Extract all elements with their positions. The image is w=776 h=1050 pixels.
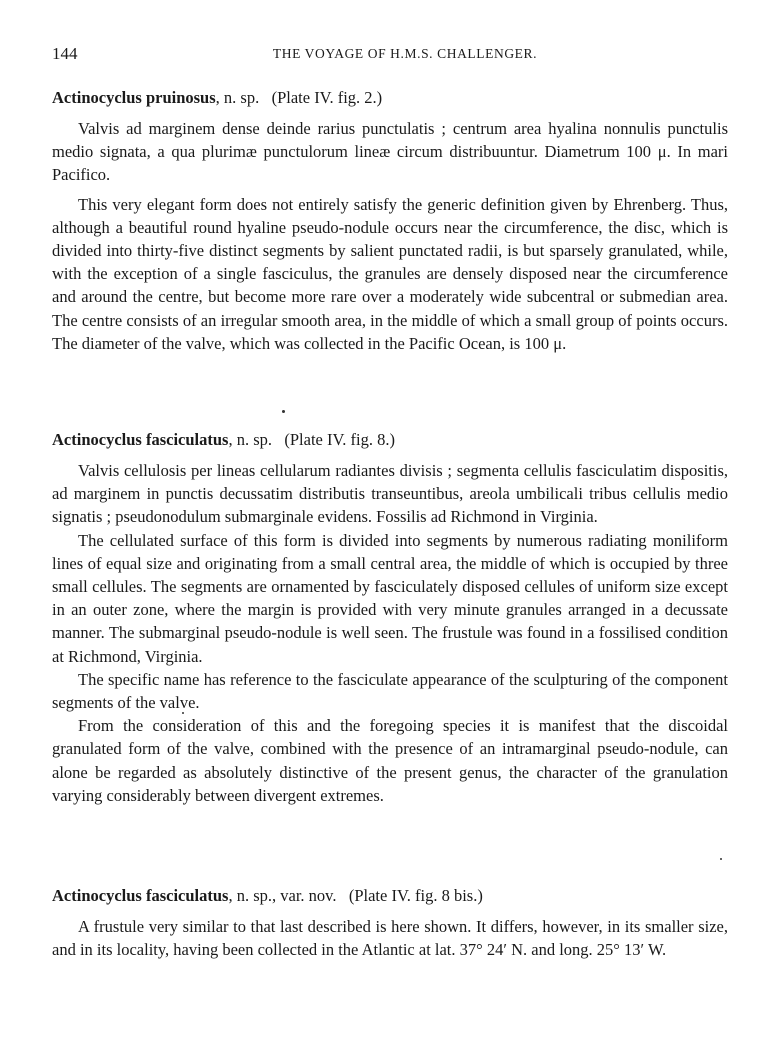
species-status: , n. sp.	[228, 430, 272, 449]
species-name: Actinocyclus fasciculatus	[52, 430, 229, 449]
species-name: Actinocyclus fasciculatus	[52, 886, 229, 905]
species-heading	[52, 884, 728, 907]
english-description: This very elegant form does not entirely satisfy the generic definition given by Ehrenberg. Thus, although a beautiful round hyaline pseudo-nodule occurs near the circumference, the disc, which is divided into thirty-five distinct segments by salient punctated radii, is but sparsely granulated, while, with the exception of a single fasciculus, the granules are densely disposed near the circumference and around the centre, but become more rare over a moderately wide subcentral or submedian area. The centre consists of an irregular smooth area, in the middle of which a small group of points occurs. The diameter of the valve, which was collected in the Pacific Ocean, is 100 μ.	[52, 194, 728, 353]
species-section-pruinosus	[52, 86, 728, 355]
variety-description: A frustule very similar to that last described is here shown. It differs, however, in its smaller size, and in its locality, having been collected in the Atlantic at lat. 37° 24′ N. and long. 25° 13′ W.	[52, 917, 728, 960]
plate-reference: (Plate IV. fig. 8 bis.)	[348, 886, 483, 905]
genus-remark: From the consideration of this and the foregoing species it is manifest that the discoidal granulated form of the valve, combined with the presence of an intramarginal pseudo-nodule, can alone be regarded as absolutely distinctive of the present genus, the character of the granulation varying considerably between divergent extremes.	[52, 716, 728, 805]
species-name: Actinocyclus pruinosus	[52, 88, 216, 107]
print-speck	[720, 858, 722, 860]
species-heading	[52, 428, 728, 451]
species-status: , n. sp.	[215, 88, 260, 107]
english-description: The cellulated surface of this form is divided into segments by numerous radiating moniliform lines of equal size and originating from a small central area, the middle of which is occupied by three small cellules. The segments are ornamented by fasciculately disposed cellules of uniform size except in an outer zone, where the margin is provided with very minute granules arranged in a decussate manner. The submarginal pseudo-nodule is well seen. The frustule was found in a fossilised condition at Richmond, Virginia.	[52, 530, 728, 666]
running-header	[52, 44, 728, 66]
page-number: 144	[52, 44, 78, 63]
plate-reference: (Plate IV. fig. 8.)	[284, 430, 395, 449]
print-speck	[282, 410, 285, 413]
species-heading	[52, 86, 728, 109]
species-status: , n. sp., var. nov.	[228, 886, 337, 905]
latin-diagnosis: Valvis cellulosis per lineas cellularum radiantes divisis ; segmenta cellulis fasciculatim dispositis, ad marginem in punctis decussatim distributis transeuntibus, areola umbilicali tribus cellulis medio signatis ; pseudonodulum submarginale evidens. Fossilis ad Richmond in Virginia.	[52, 461, 728, 527]
print-speck	[182, 712, 184, 714]
plate-reference: (Plate IV. fig. 2.)	[271, 88, 383, 107]
species-section-fasciculatus-var	[52, 884, 728, 961]
running-title: THE VOYAGE OF H.M.S. CHALLENGER.	[272, 46, 538, 61]
latin-diagnosis: Valvis ad marginem dense deinde rarius punctulatis ; centrum area hyalina nonnulis punctulis medio signata, a qua plurimæ punctulorum lineæ circum distribuuntur. Diametrum 100 μ. In mari Pacifico.	[52, 119, 728, 185]
species-section-fasciculatus	[52, 428, 728, 807]
etymology-note: The specific name has reference to the fasciculate appearance of the sculpturing of the component segments of the valve.	[52, 669, 728, 713]
